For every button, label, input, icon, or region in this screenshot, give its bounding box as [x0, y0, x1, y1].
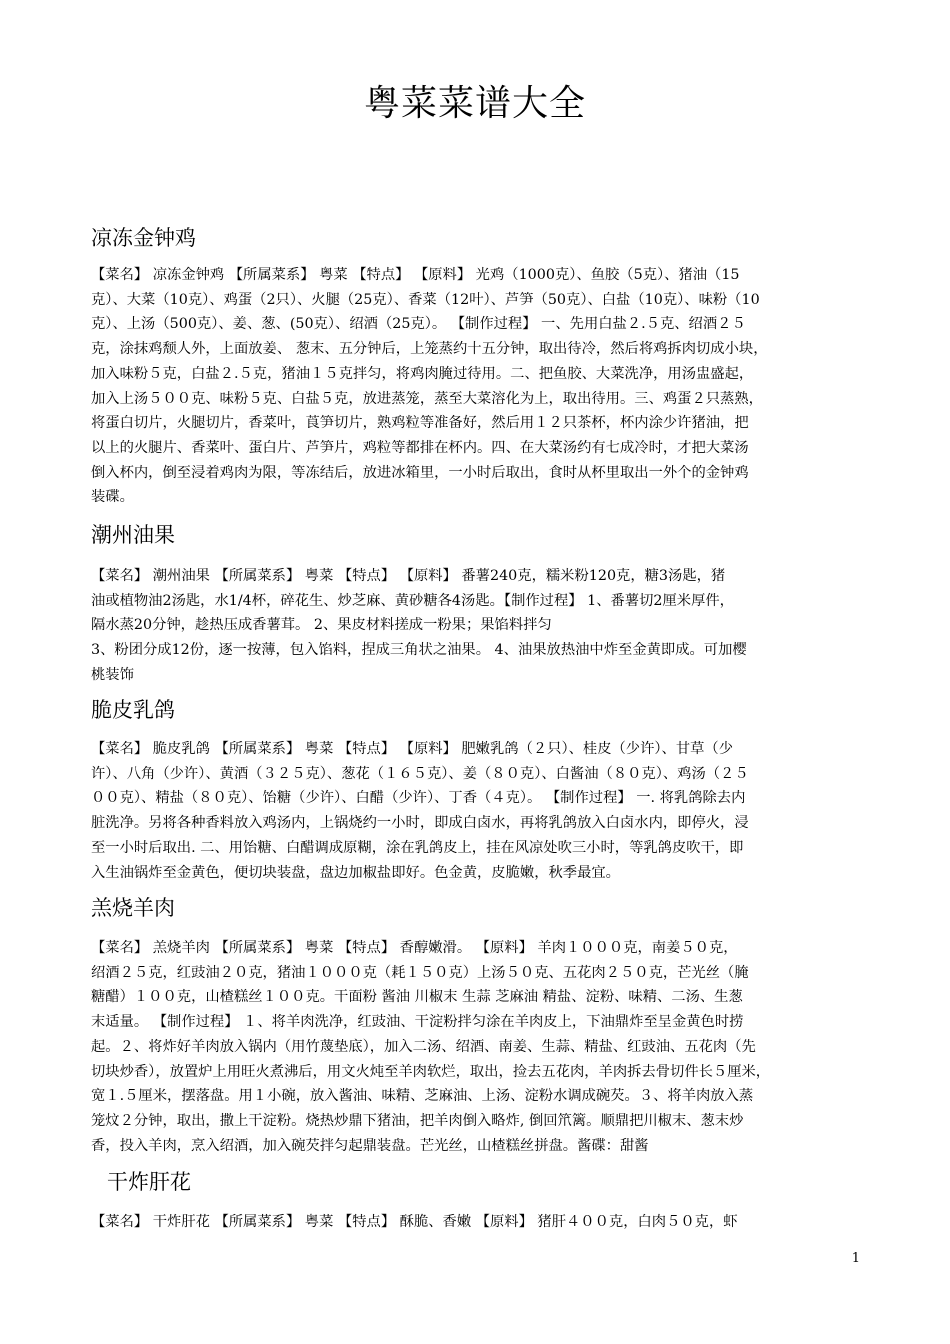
text-line: 笼炆２分钟，取出，撒上干淀粉。烧热炒鼎下猪油，把羊肉倒入略炸, 倒回笊篱。顺鼎把川椒末、葱末炒	[91, 1112, 744, 1129]
text-line: 隔水蒸20分钟，趁热压成香薯茸。 2、果皮材料搓成一粉果；果馅料拌匀	[91, 617, 552, 634]
text-line: 起。２、将炸好羊肉放入锅内（用竹蔑垫底），加入二汤、绍酒、南姜、生蒜、精盐、红豉油、五花肉（先	[91, 1038, 756, 1055]
recipe-body	[91, 1210, 860, 1235]
text-line: 香，投入羊肉，烹入绍酒，加入碗芡拌匀起鼎装盘。芒光丝，山楂糕丝拼盘。酱碟：甜酱	[91, 1137, 649, 1154]
text-line: 切块炒香），放置炉上用旺火煮沸后，用文火炖至羊肉软烂，取出，捡去五花肉，羊肉拆去骨切件长５厘米，	[91, 1063, 771, 1080]
recipe-body	[91, 564, 860, 688]
text-line: 克）、大菜（10克）、鸡蛋（2只）、火腿（25克）、香菜（12叶）、芦笋（50克）、白盐（10克）、味粉（10	[91, 291, 760, 308]
text-line: 克，涂抹鸡颓人外，上面放姜、 葱末、五分钟后，上笼蒸约十五分钟，取出待冷，然后将鸡拆肉切成小块，	[91, 341, 768, 358]
text-line: 【菜名】 干炸肝花 【所属菜系】 粤菜 【特点】 酥脆、香嫩 【原料】 猪肝４００克，白肉５０克，虾	[91, 1214, 738, 1230]
text-line: 入生油锅炸至金黄色，便切块装盘，盘边加椒盐即好。色金黄，皮脆嫩，秋季最宜。	[91, 864, 620, 881]
text-line: 脏洗净。另将各种香料放入鸡汤内，上锅烧约一小时，即成白卤水，再将乳鸽放入白卤水内，即停火，浸	[91, 815, 749, 832]
text-line: 糖醋）１００克，山楂糕丝１００克。干面粉 酱油 川椒末 生蒜 芝麻油 精盐、淀粉、味精、二汤、生葱	[91, 989, 743, 1006]
text-line: 以上的火腿片、香菜叶、蛋白片、芦笋片，鸡粒等都排在杯内。四、在大菜汤约有七成冷时，才把大菜汤	[91, 439, 749, 456]
text-line: 桃装饰	[91, 666, 134, 683]
text-line: 加入上汤５００克、味粉５克、白盐５克，放进蒸笼，蒸至大菜溶化为上，取出待用。三、鸡蛋２只蒸熟，	[91, 390, 763, 407]
text-line: 倒入杯内，倒至浸着鸡肉为限，等冻结后，放进冰箱里，一小时后取出，食时从杯里取出一外个的金钟鸡	[91, 464, 749, 481]
text-line: 许）、八角（少许）、黄酒（３２５克）、葱花（１６５克）、姜（８０克）、白酱油（８０克）、鸡汤（２５	[91, 765, 749, 782]
text-line: 3、粉团分成12份，逐一按薄，包入馅料，捏成三角状之油果。 4、油果放热油中炸至金黄即成。可加樱	[91, 642, 747, 659]
text-line: ００克）、精盐（８０克）、饴糖（少许）、白醋（少许）、丁香（４克）。 【制作过程】 一. 将乳鸽除去内	[91, 790, 746, 807]
text-line: 油或植物油2汤匙，水1/4杯，碎花生、炒芝麻、黄砂糖各4汤匙。【制作过程】 1、番薯切2厘米厚件，	[91, 592, 734, 609]
recipe-title: 凉冻金钟鸡	[91, 226, 196, 250]
recipe-title: 潮州油果	[91, 523, 175, 547]
text-line: 将蛋白切片，火腿切片，香菜叶，莨笋切片，熟鸡粒等准备好，然后用１２只茶杯，杯内涂少许猪油，把	[91, 415, 749, 432]
text-line: 【菜名】 脆皮乳鸽 【所属菜系】 粤菜 【特点】 【原料】 肥嫩乳鸽（２只）、桂皮（少许）、甘草（少	[91, 741, 734, 757]
text-line: 绍酒２５克，红豉油２０克，猪油１０００克（耗１５０克）上汤５０克、五花肉２５０克，芒光丝（腌	[91, 964, 749, 981]
page-title: 粤菜菜谱大全	[363, 83, 586, 124]
text-line: 加入味粉５克，白盐２.５克，猪油１５克拌匀，将鸡肉腌过待用。二、把鱼胶、大菜洗净，用汤盅盛起，	[91, 365, 754, 382]
text-line: 末适量。 【制作过程】 １、将羊肉洗净，红豉油、干淀粉拌匀涂在羊肉皮上，下油鼎炸至呈金黄色时捞	[91, 1014, 744, 1031]
page-number: 1	[851, 1251, 860, 1266]
text-line: 宽１.５厘米，摆落盘。用１小碗，放入酱油、味精、芝麻油、上汤、淀粉水调成碗芡。３、将羊肉放入蒸	[91, 1088, 754, 1105]
recipe-title: 羔烧羊肉	[91, 896, 175, 920]
text-line: 【菜名】 潮州油果 【所属菜系】 粤菜 【特点】 【原料】 番薯240克，糯米粉120克，糖3汤匙，猪	[91, 568, 726, 584]
text-line: 至一小时后取出. 二、用饴糖、白醋调成原糊，涂在乳鸽皮上，挂在风凉处吹三小时，等乳鸽皮吹干，即	[91, 839, 744, 856]
recipe-body	[91, 263, 860, 510]
recipe-body	[91, 737, 860, 885]
text-line: 【菜名】 凉冻金钟鸡 【所属菜系】 粤菜 【特点】 【原料】 光鸡（1000克）、鱼胶（5克）、猪油（15	[91, 267, 740, 283]
recipe-body	[91, 936, 860, 1158]
text-line: 【菜名】 羔烧羊肉 【所属菜系】 粤菜 【特点】 香醇嫩滑。 【原料】 羊肉１０００克，南姜５０克，	[91, 940, 738, 956]
text-line: 克）、上汤（500克）、姜、葱、(50克）、绍酒（25克）。 【制作过程】 一、先用白盐２.５克、绍酒２５	[91, 316, 746, 333]
text-line: 装碟。	[91, 489, 134, 506]
recipe-title: 干炸肝花	[107, 1170, 191, 1194]
recipe-title: 脆皮乳鸽	[91, 698, 175, 722]
